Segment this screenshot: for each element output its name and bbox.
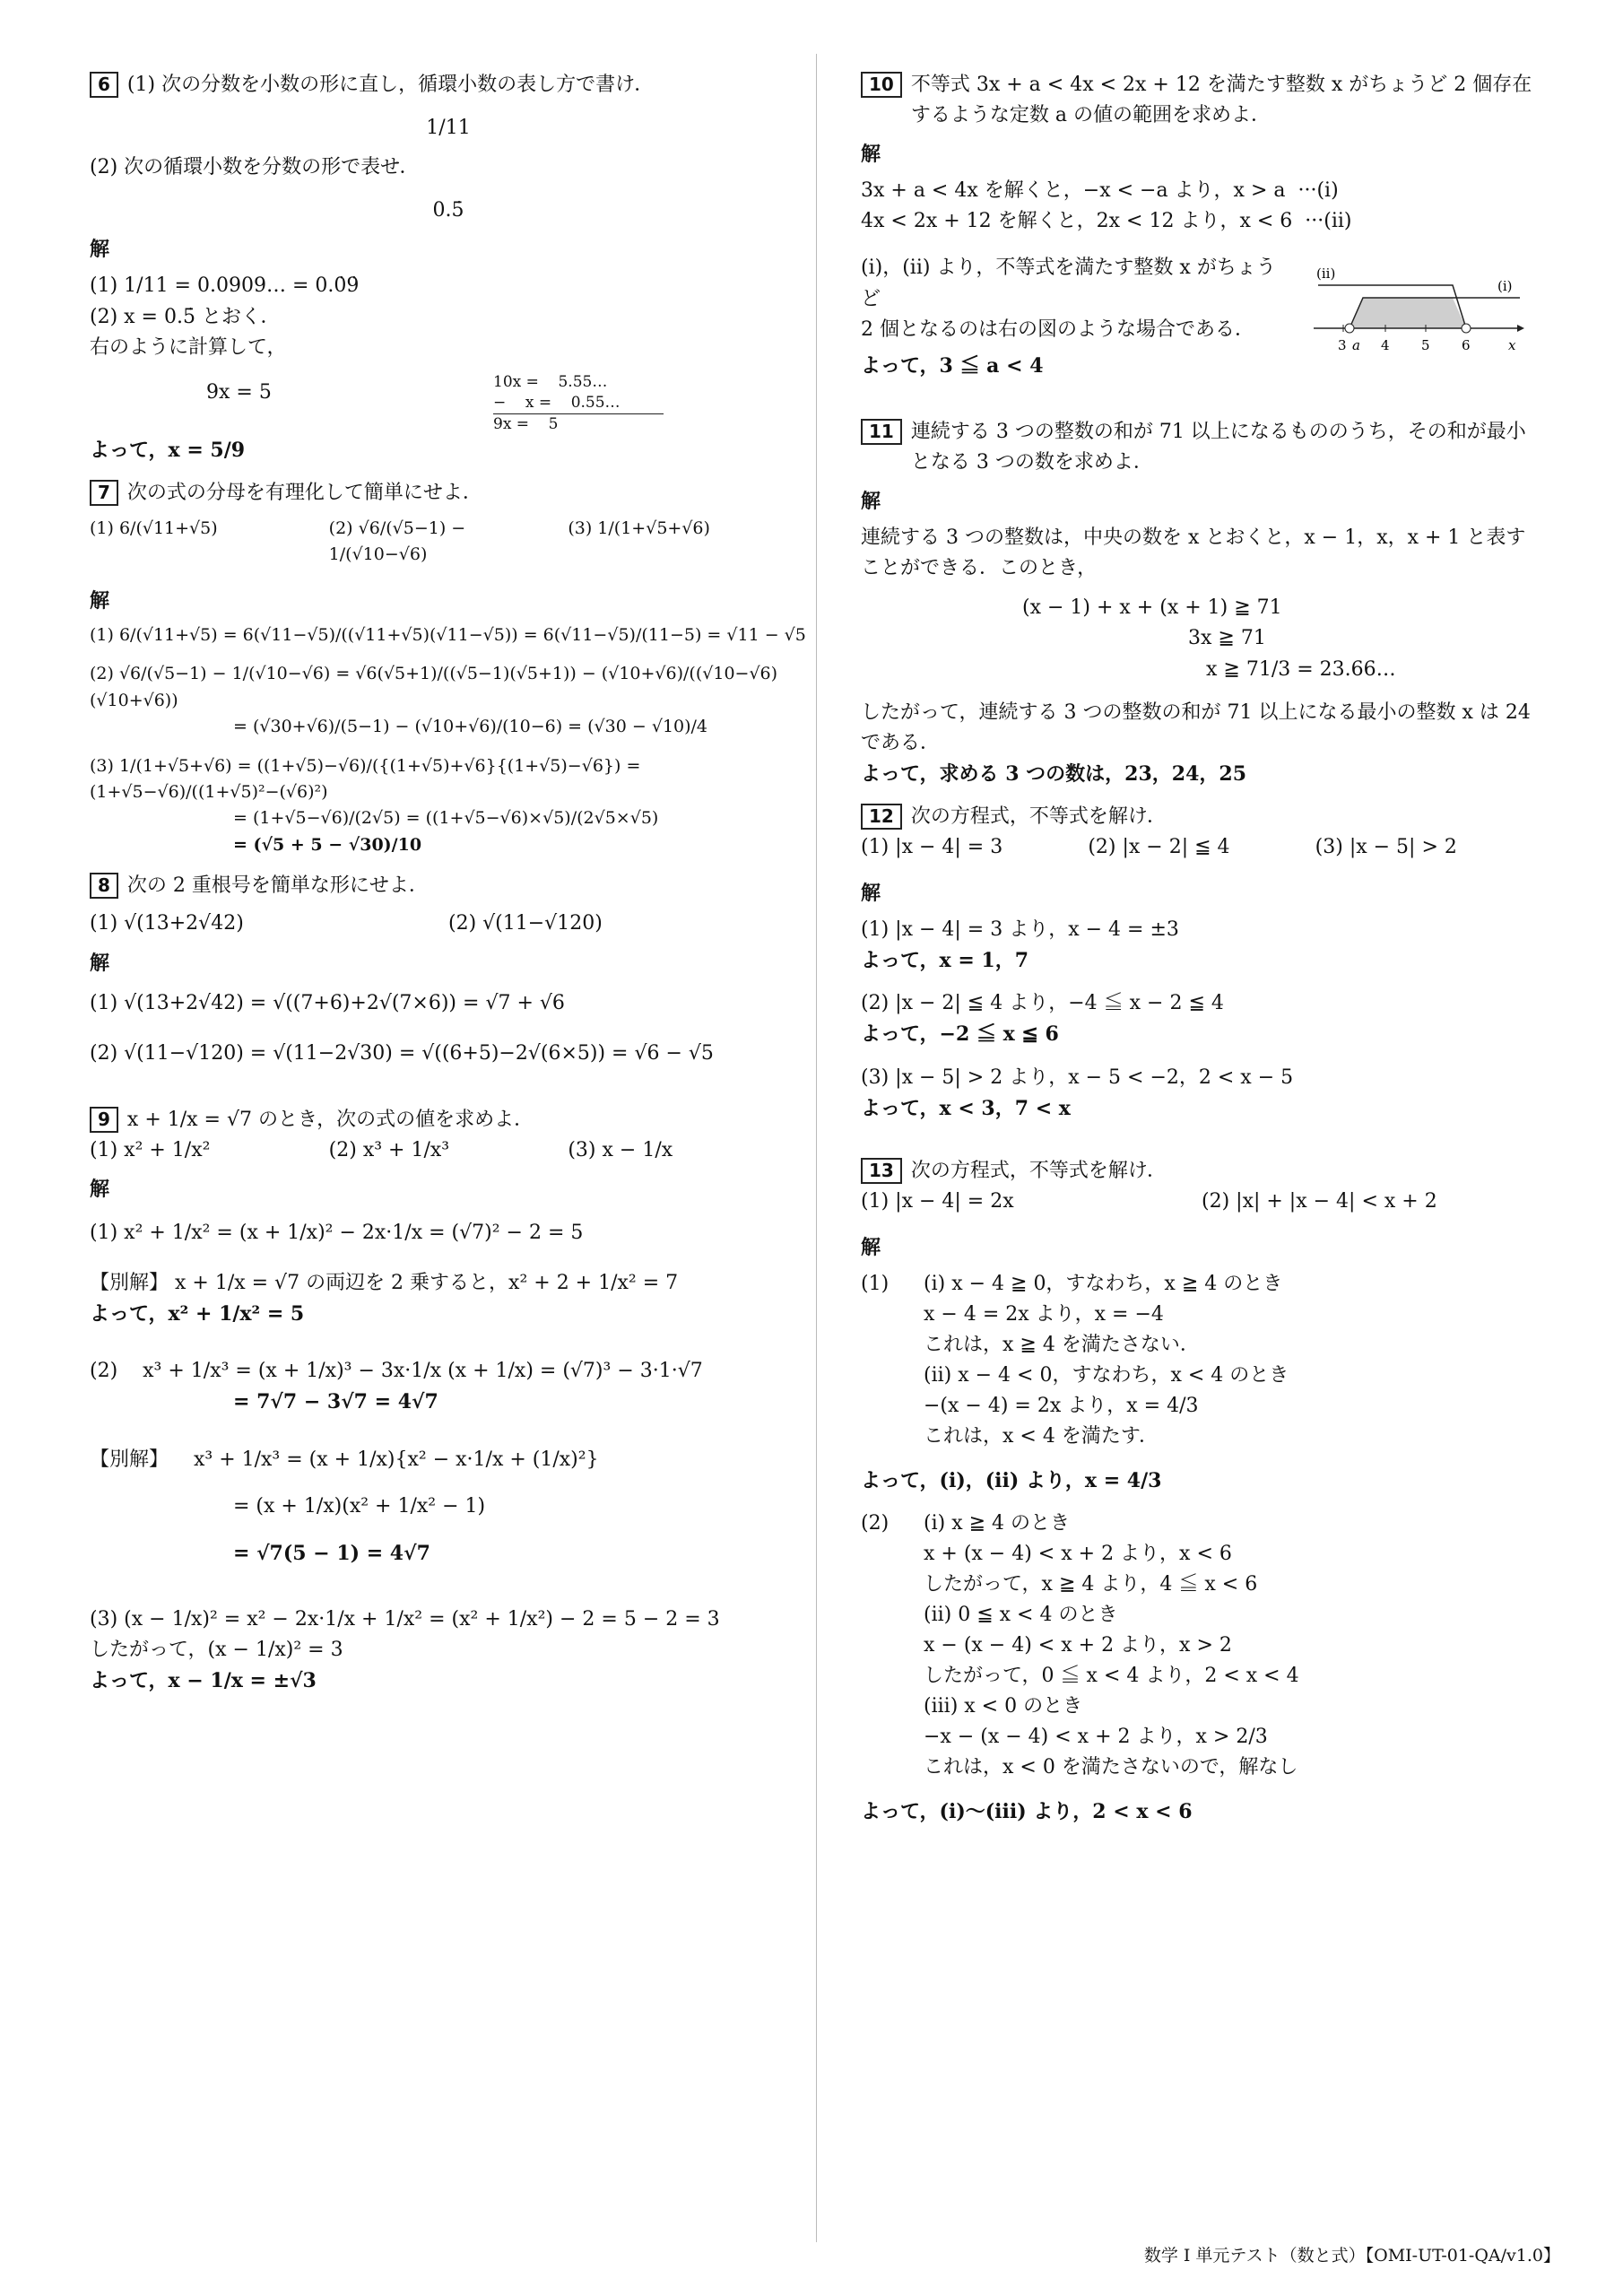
problem-number: 9	[90, 1107, 118, 1133]
problem-prompt: 不等式 3x + a < 4x < 2x + 12 を満たす整数 x がちょうど 2 個存在するような定数 a の値の範囲を求めよ．	[910, 74, 1532, 127]
solution-line: したがって，(x − 1/x)² = 3	[90, 1638, 343, 1661]
solution-line: (3) 1/(1+√5+√6) = ((1+√5)−√6)/({(1+√5)+√6}{(1+√5)−√6}) = (1+√5−√6)/((1+√5)²−(√6)²)	[90, 755, 647, 802]
subquestion: (1) √(13+2√42)	[90, 912, 244, 935]
calc-row: 9x = 5	[493, 414, 559, 433]
overlap-region	[1350, 298, 1466, 328]
solution-answer: = (√5 + 5 − √30)/10	[233, 834, 422, 855]
problem-prompt: 連続する 3 つの整数の和が 71 以上になるもののうち，その和が最小となる 3 つの数を求めよ．	[910, 420, 1526, 474]
solution-line: (1) 6/(√11+√5) = 6(√11−√5)/((√11+√5)(√11−√5)) = 6(√11−√5)/(11−5) = √11 − √5	[90, 624, 806, 645]
subquestion: (1) x² + 1/x²	[90, 1138, 211, 1161]
solution-line: (x − 1) + x + (x + 1) ≧ 71	[1022, 596, 1282, 620]
solution-heading: 解	[90, 589, 110, 613]
solution-line: (2) |x − 2| ≦ 4 より，−4 ≦ x − 2 ≦ 4	[861, 992, 1224, 1015]
column-calculation	[493, 372, 807, 435]
solution-line: (1) √(13+2√42) = √((7+6)+2√(7×6)) = √7 + √6	[90, 991, 565, 1014]
problem-prompt: 次の式の分母を有理化して簡単にせよ．	[126, 481, 482, 504]
calc-row: − x = 0.55…	[493, 393, 621, 412]
problem-12	[861, 802, 1542, 1124]
solution-line: x ≧ 71/3 = 23.66…	[1206, 657, 1396, 681]
problem-prompt: 次の方程式，不等式を解け．	[910, 1159, 1167, 1182]
problem-number: 7	[90, 480, 118, 506]
solution-line: 【別解】 x³ + 1/x³ = (x + 1/x){x² − x·1/x + (1/x)²}	[90, 1448, 599, 1471]
solution-line: = (x + 1/x)(x² + 1/x² − 1)	[233, 1494, 486, 1518]
problem-prompt-2: (2) 次の循環小数を分数の形で表せ．	[90, 156, 420, 179]
subquestions	[90, 909, 807, 939]
open-point-6	[1462, 324, 1471, 333]
problem-10	[861, 70, 1542, 381]
subquestions	[861, 1187, 1542, 1217]
solution-answer: よって，x² + 1/x² = 5	[90, 1302, 305, 1326]
problem-11	[861, 417, 1542, 789]
solution-line: (1) x² + 1/x² = (x + 1/x)² − 2x·1/x = (√7)² − 2 = 5	[90, 1222, 584, 1245]
left-column	[90, 70, 807, 1709]
tick-label-4: 4	[1381, 337, 1390, 353]
solution-line: 9x = 5	[206, 380, 272, 404]
solution-heading: 解	[90, 952, 110, 975]
solution-line: = (√30+√6)/(5−1) − (√10+√6)/(10−6) = (√30 − √10)/4	[233, 717, 708, 737]
problem-7	[90, 478, 807, 859]
subquestion: (3) |x − 5| > 2	[1315, 835, 1457, 858]
problem-6	[90, 70, 807, 465]
solution-line: これは，x < 0 を満たさないので，解なし	[924, 1756, 1298, 1779]
problem-8-header	[90, 871, 807, 901]
part-label: (1)	[861, 1273, 890, 1295]
tick-label-a: a	[1352, 337, 1360, 353]
subquestion: (2) √6/(√5−1) − 1/(√10−√6)	[328, 517, 466, 565]
solution-answer: = 7√7 − 3√7 = 4√7	[233, 1390, 438, 1414]
solution-line: −(x − 4) = 2x より，x = 4/3	[924, 1395, 1199, 1418]
page-footer: 数学 I 単元テスト（数と式）【OMI-UT-01-QA/v1.0】	[1143, 2245, 1560, 2266]
subquestion: (1) 6/(√11+√5)	[90, 517, 218, 538]
solution-line: (ii) x − 4 < 0，すなわち，x < 4 のとき	[924, 1364, 1289, 1387]
axis-label-x: x	[1508, 337, 1516, 353]
solution-answer: よって，求める 3 つの数は，23，24，25	[861, 761, 1247, 786]
solution-line: 3x + a < 4x を解くと，−x < −a より，x > a ···(i)	[861, 179, 1339, 203]
problem-prompt: 次の 2 重根号を簡単な形にせよ．	[126, 874, 429, 898]
solution-answer: よって，x < 3，7 < x	[861, 1096, 1071, 1120]
part-body	[924, 1509, 1299, 1784]
solution-line: 2 個となるのは右の図のような場合である．	[861, 317, 1254, 341]
problem-number: 13	[861, 1158, 902, 1184]
problem-prompt: 次の方程式，不等式を解け．	[910, 804, 1167, 828]
solution-line: (3) |x − 5| > 2 より，x − 5 < −2，2 < x − 5	[861, 1065, 1294, 1089]
solution-heading: 解	[861, 491, 881, 514]
calc-row: 10x = 5.55…	[493, 372, 608, 391]
problem-6-header	[90, 70, 807, 100]
solution-line: したがって，連続する 3 つの整数の和が 71 以上になる最小の整数 x は 24 である．	[861, 700, 1537, 754]
solution-answer: よって，3 ≦ a < 4	[861, 353, 1044, 378]
solution-line: (2) x³ + 1/x³ = (x + 1/x)³ − 3x·1/x (x + 1/x) = (√7)³ − 3·1·√7	[90, 1360, 703, 1383]
problem-13	[861, 1156, 1542, 1827]
label-ii: (ii)	[1316, 265, 1336, 282]
solution-line: (ii) 0 ≦ x < 4 のとき	[924, 1603, 1118, 1626]
solution-line: (1) |x − 4| = 3 より，x − 4 = ±3	[861, 918, 1179, 942]
subquestion: (3) x − 1/x	[568, 1138, 673, 1161]
solution-answer: よって，x − 1/x = ±√3	[90, 1669, 317, 1692]
problem-number: 10	[861, 72, 902, 98]
problem-7-header	[90, 478, 807, 509]
problem-12-header	[861, 802, 1542, 832]
solution-answer: よって，(i)〜(iii) より，2 < x < 6	[861, 1799, 1193, 1823]
solution-heading: 解	[861, 883, 881, 906]
tick-label-5: 5	[1421, 337, 1430, 353]
solution-line: 3x ≧ 71	[1188, 627, 1266, 650]
solution-part-2	[861, 1509, 1542, 1784]
subquestions	[861, 832, 1542, 863]
solution-line: −x − (x − 4) < x + 2 より，x > 2/3	[924, 1726, 1268, 1749]
given-fraction: 1/11	[426, 117, 471, 140]
solution-line: 連続する 3 つの整数は，中央の数を x とおくと，x − 1，x，x + 1 と表すことができる．このとき，	[861, 526, 1526, 580]
solution-answer: よって，x = 1，7	[861, 949, 1029, 973]
solution-line: x + (x − 4) < x + 2 より，x < 6	[924, 1542, 1232, 1565]
solution-line: 右のように計算して，	[90, 335, 287, 359]
given-decimal: 0.5̇	[432, 199, 464, 222]
problem-11-header	[861, 417, 1542, 478]
solution-line: (2) x = 0.5̇ とおく．	[90, 305, 281, 328]
solution-line: = (1+√5−√6)/(2√5) = ((1+√5−√6)×√5)/(2√5×√5)	[233, 808, 659, 829]
subquestion: (2) |x| + |x − 4| < x + 2	[1202, 1189, 1437, 1213]
solution-line: これは，x ≧ 4 を満たさない．	[924, 1334, 1200, 1357]
solution-line: 4x < 2x + 12 を解くと，2x < 12 より，x < 6 ···(ii)	[861, 210, 1352, 233]
axis-arrow	[1517, 325, 1524, 332]
problem-9	[90, 1105, 807, 1696]
problem-number: 6	[90, 72, 118, 98]
subquestion: (2) |x − 2| ≦ 4	[1088, 835, 1230, 858]
subquestion: (1) |x − 4| = 2x	[861, 1189, 1014, 1213]
solution-line: これは，x < 4 を満たす．	[924, 1425, 1159, 1448]
solution-line: 【別解】 x + 1/x = √7 の両辺を 2 乗すると，x² + 2 + 1/x² = 7	[90, 1272, 679, 1295]
solution-line: (iii) x < 0 のとき	[924, 1695, 1083, 1718]
problem-13-header	[861, 1156, 1542, 1187]
number-line-figure	[1309, 258, 1524, 375]
solution-answer: よって，−2 ≦ x ≦ 6	[861, 1022, 1059, 1047]
solution-line: (2) √(11−√120) = √(11−2√30) = √((6+5)−2√(6×5)) = √6 − √5	[90, 1041, 714, 1065]
tick-label-3: 3	[1338, 337, 1347, 353]
solution-line: (i)，(ii) より，不等式を満たす整数 x がちょうど	[861, 257, 1276, 310]
tick-label-6: 6	[1462, 337, 1471, 353]
label-i: (i)	[1497, 278, 1513, 294]
subquestion: (2) √(11−√120)	[448, 912, 603, 935]
subquestions	[90, 516, 807, 569]
solution-part-1	[861, 1269, 1542, 1453]
solution-line: x − (x − 4) < x + 2 より，x > 2	[924, 1634, 1232, 1657]
solution-heading: 解	[90, 239, 110, 262]
problem-prompt: (1) 次の分数を小数の形に直し，循環小数の表し方で書け．	[126, 74, 655, 96]
solution-line: したがって，0 ≦ x < 4 より，2 < x < 4	[924, 1665, 1299, 1688]
solution-line: (i) x ≧ 4 のとき	[924, 1511, 1071, 1535]
problem-8	[90, 871, 807, 1068]
solution-heading: 解	[90, 1178, 110, 1201]
solution-answer: よって，x = 5/9	[90, 438, 246, 462]
subquestion: (3) 1/(1+√5+√6)	[568, 517, 710, 538]
solution-line: (3) (x − 1/x)² = x² − 2x·1/x + 1/x² = (x² + 1/x²) − 2 = 5 − 2 = 3	[90, 1607, 720, 1631]
problem-number: 8	[90, 873, 118, 899]
solution-line: (1) 1/11 = 0.0909… = 0.0̇9̇	[90, 274, 360, 298]
subquestion: (1) |x − 4| = 3	[861, 835, 1003, 858]
solution-line: x − 4 = 2x より，x = −4	[924, 1303, 1164, 1326]
problem-number: 12	[861, 804, 902, 830]
right-column	[861, 70, 1542, 1839]
solution-line: したがって，x ≧ 4 より，4 ≦ x < 6	[924, 1572, 1258, 1596]
problem-10-header	[861, 70, 1542, 131]
problem-prompt: x + 1/x = √7 のとき，次の式の値を求めよ．	[126, 1108, 534, 1131]
subquestion: (2) x³ + 1/x³	[328, 1138, 450, 1161]
problem-number: 11	[861, 419, 902, 445]
subquestions	[90, 1135, 807, 1166]
solution-heading: 解	[861, 144, 881, 167]
solution-line: (i) x − 4 ≧ 0，すなわち，x ≧ 4 のとき	[924, 1273, 1283, 1295]
part-label: (2)	[861, 1511, 890, 1535]
column-divider	[816, 54, 817, 2242]
solution-heading: 解	[861, 1236, 881, 1259]
solution-line: (2) √6/(√5−1) − 1/(√10−√6) = √6(√5+1)/((√5−1)(√5+1)) − (√10+√6)/((√10−√6)(√10+√6))	[90, 664, 778, 710]
solution-answer: = √7(5 − 1) = 4√7	[233, 1541, 430, 1565]
solution-answer: よって，(i)，(ii) より，x = 4/3	[861, 1468, 1162, 1492]
part-body	[924, 1269, 1289, 1453]
open-point-a	[1345, 324, 1354, 333]
problem-9-header	[90, 1105, 807, 1135]
